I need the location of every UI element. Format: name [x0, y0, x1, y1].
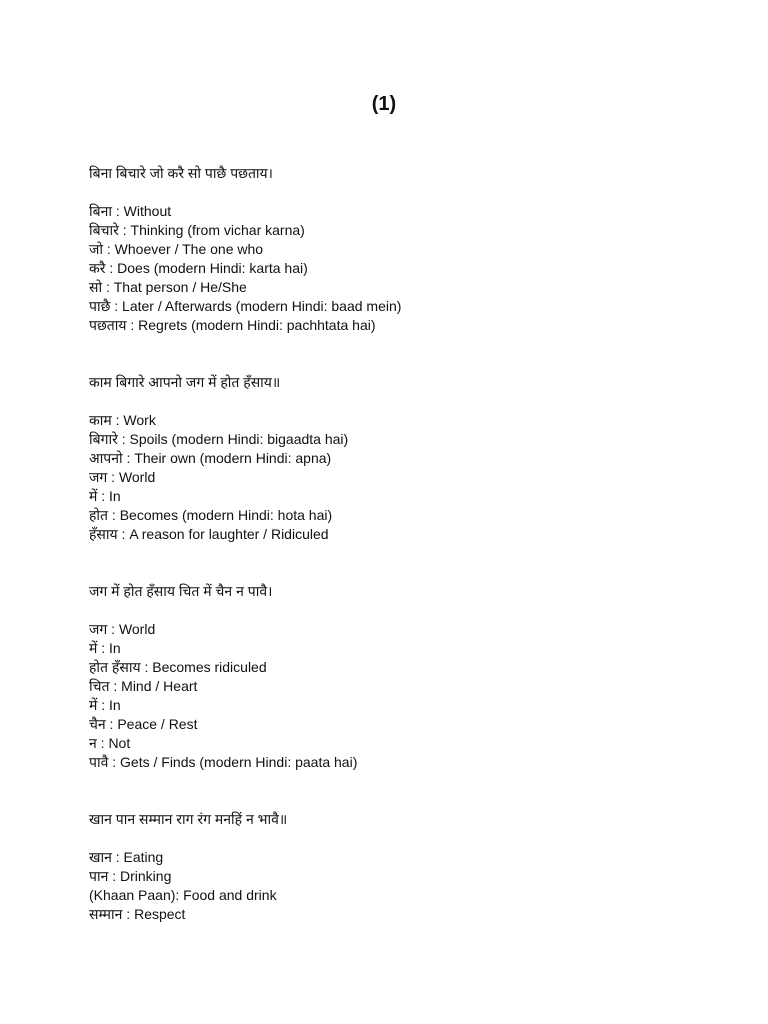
- gloss-item: सो : That person / He/She: [89, 279, 247, 295]
- verse-section-3: [89, 582, 729, 772]
- verse-line: बिना बिचारे जो करै सो पाछै पछताय।: [89, 165, 273, 181]
- gloss-item: बिचारे : Thinking (from vichar karna): [89, 222, 305, 238]
- page-number: (1): [371, 93, 397, 115]
- verse-line: खान पान सम्मान राग रंग मनहिं न भावै॥: [89, 811, 288, 827]
- gloss-item: में : In: [89, 697, 121, 713]
- gloss-item: हँसाय : A reason for laughter / Ridiculed: [89, 526, 329, 542]
- verse-section-1: [89, 164, 729, 335]
- verse-line: काम बिगारे आपनो जग में होत हँसाय॥: [89, 374, 281, 390]
- verse-section-4: [89, 810, 729, 924]
- gloss-item: होत हँसाय : Becomes ridiculed: [89, 659, 267, 675]
- gloss-item: न : Not: [89, 735, 131, 751]
- gloss-item: जग : World: [89, 469, 156, 485]
- gloss-item: बिगारे : Spoils (modern Hindi: bigaadta hai): [89, 431, 349, 447]
- gloss-list: [89, 202, 729, 335]
- gloss-item: पान : Drinking: [89, 868, 172, 884]
- verse-line: जग में होत हँसाय चित में चैन न पावै।: [89, 583, 273, 599]
- gloss-list: [89, 411, 729, 544]
- gloss-item: चित : Mind / Heart: [89, 678, 198, 694]
- gloss-item: पछताय : Regrets (modern Hindi: pachhtata hai): [89, 317, 376, 333]
- document-content: [89, 164, 729, 962]
- gloss-item: चैन : Peace / Rest: [89, 716, 198, 732]
- verse-section-2: [89, 373, 729, 544]
- gloss-item: में : In: [89, 640, 121, 656]
- gloss-item: बिना : Without: [89, 203, 172, 219]
- gloss-item: जग : World: [89, 621, 156, 637]
- gloss-item: (Khaan Paan): Food and drink: [89, 887, 277, 903]
- gloss-item: होत : Becomes (modern Hindi: hota hai): [89, 507, 333, 523]
- gloss-item: पाछै : Later / Afterwards (modern Hindi: baad mein): [89, 298, 402, 314]
- gloss-list: [89, 848, 729, 924]
- gloss-item: में : In: [89, 488, 121, 504]
- gloss-item: सम्मान : Respect: [89, 906, 186, 922]
- gloss-item: करै : Does (modern Hindi: karta hai): [89, 260, 308, 276]
- gloss-item: खान : Eating: [89, 849, 164, 865]
- gloss-item: जो : Whoever / The one who: [89, 241, 264, 257]
- gloss-list: [89, 620, 729, 772]
- gloss-item: आपनो : Their own (modern Hindi: apna): [89, 450, 332, 466]
- gloss-item: काम : Work: [89, 412, 156, 428]
- gloss-item: पावै : Gets / Finds (modern Hindi: paata hai): [89, 754, 358, 770]
